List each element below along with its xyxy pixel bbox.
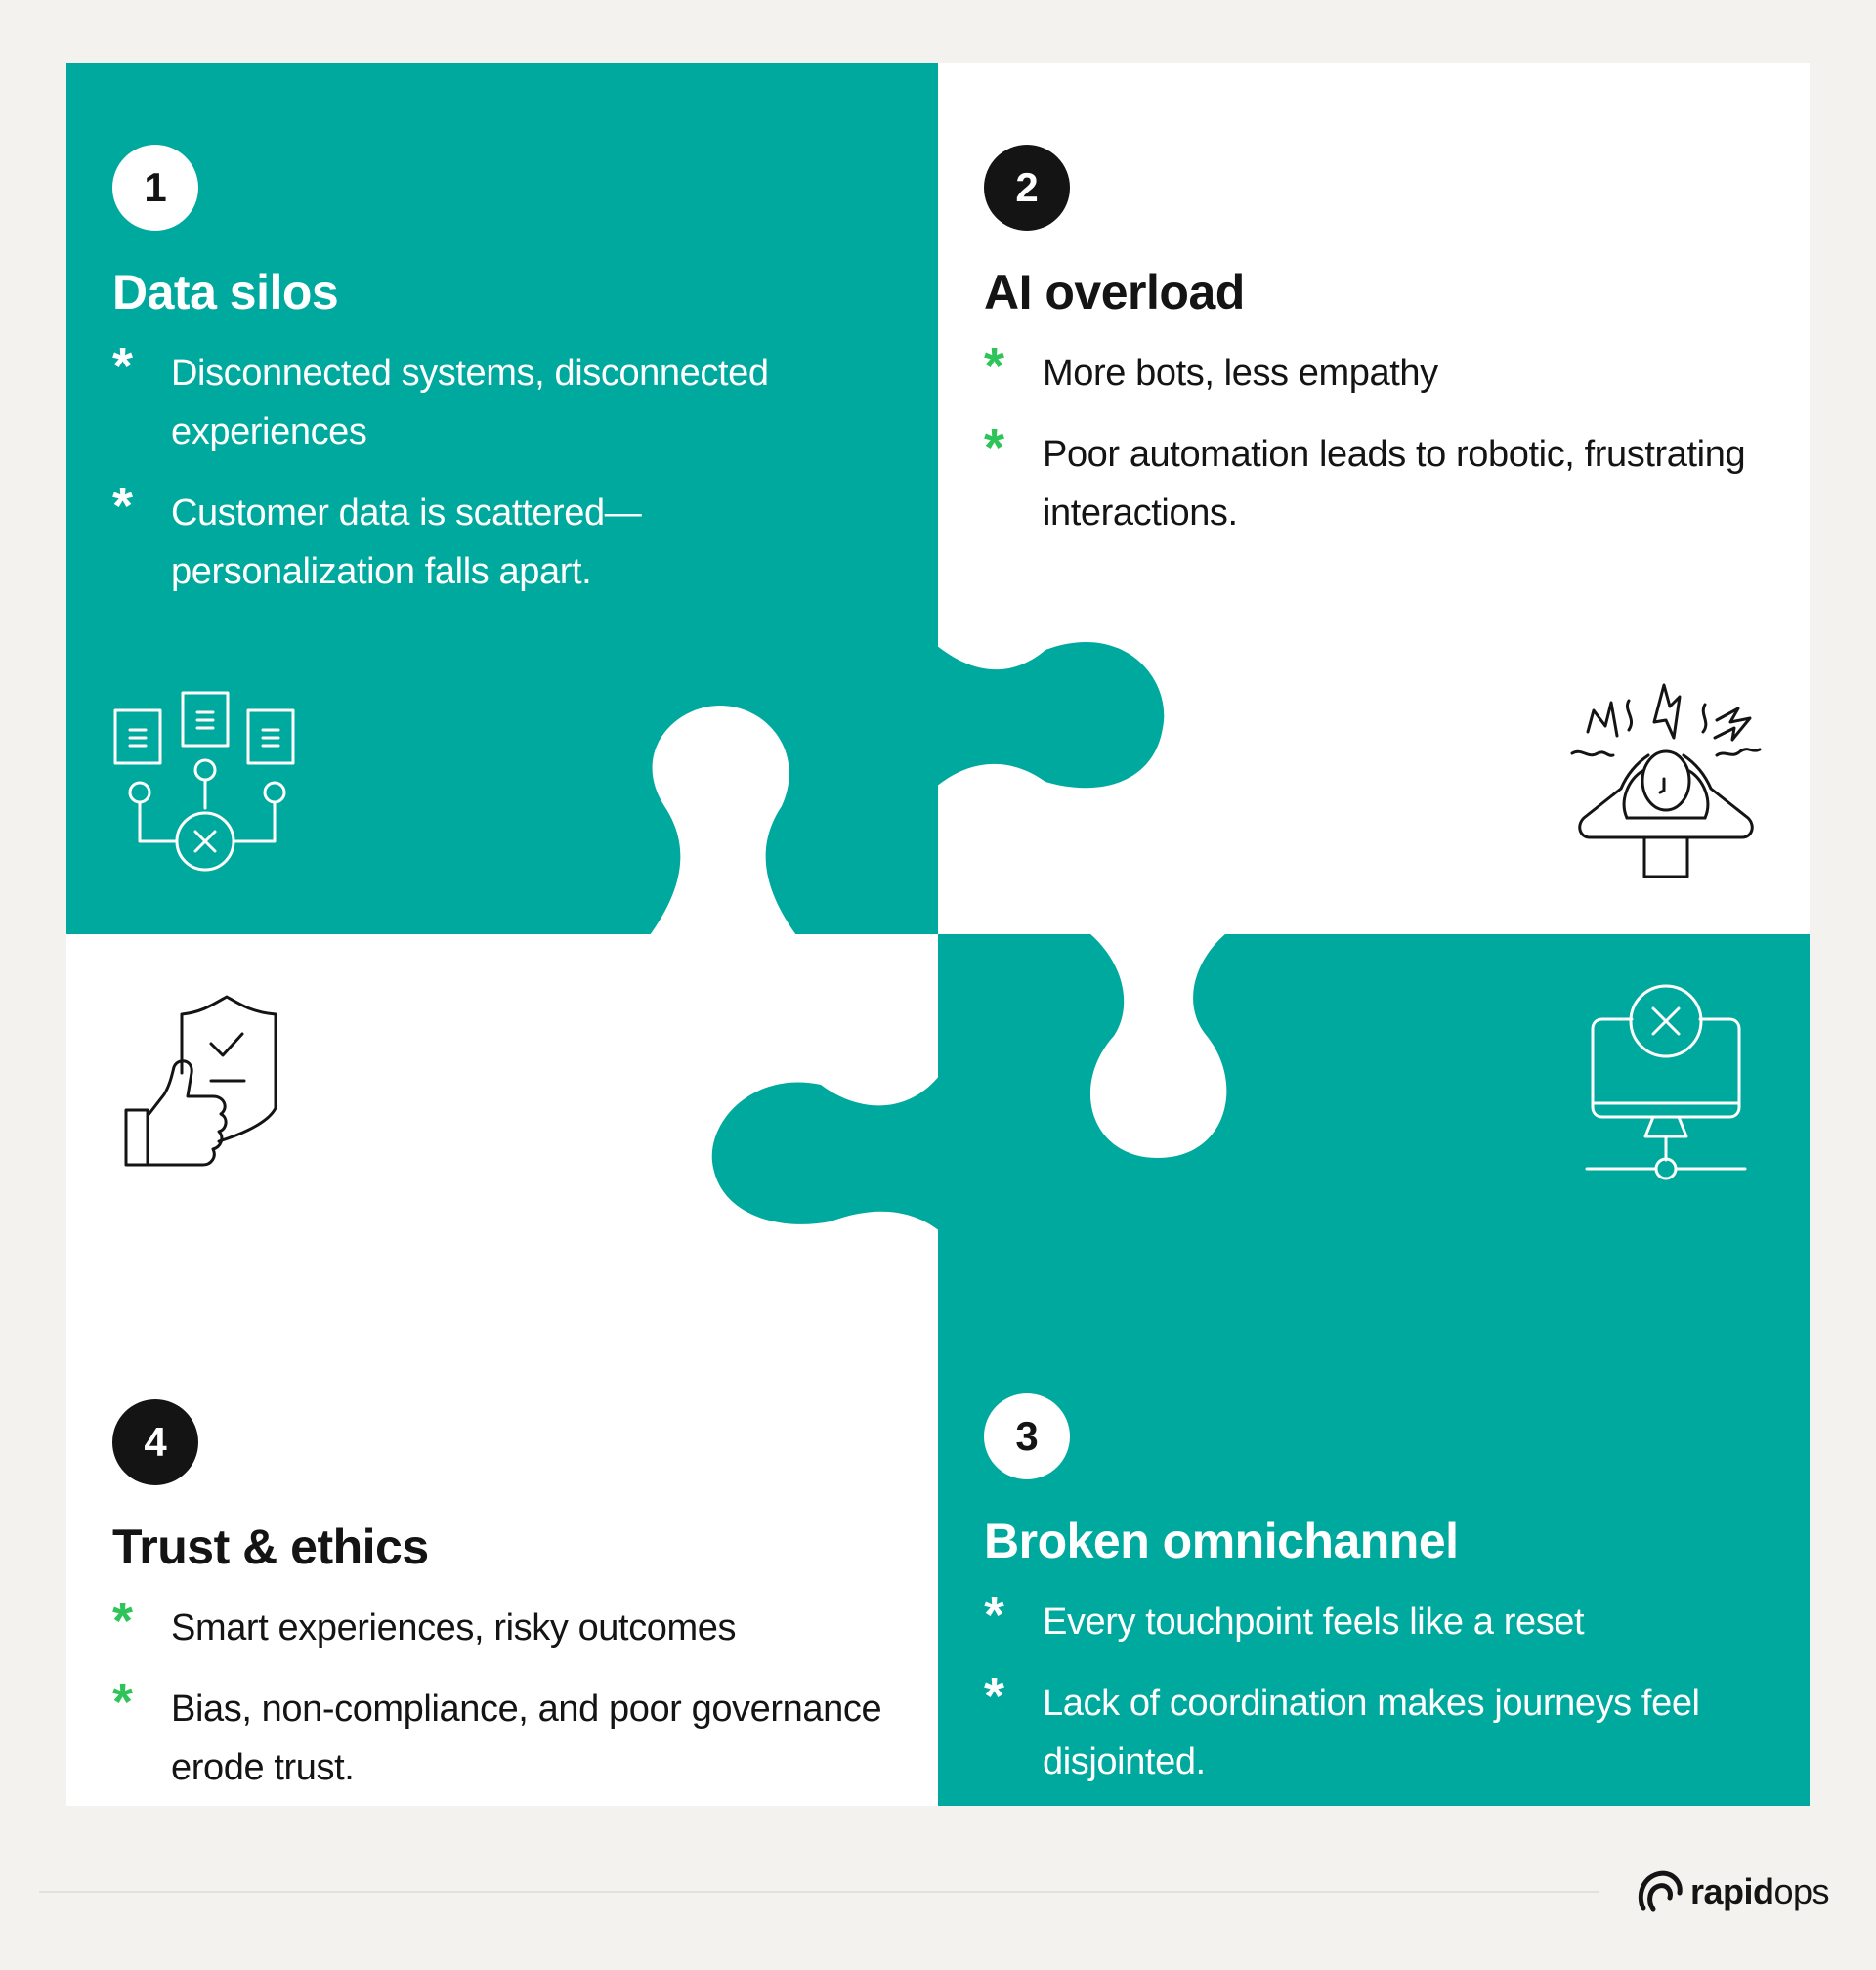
bullet-item	[984, 418, 1756, 542]
bullet-item	[112, 1673, 884, 1797]
stressed-person-icon	[1568, 681, 1764, 886]
bullet-list	[112, 1592, 884, 1820]
asterisk-icon: *	[984, 418, 1005, 477]
asterisk-icon: *	[984, 1586, 1005, 1645]
asterisk-icon: *	[112, 337, 134, 396]
asterisk-icon: *	[112, 1673, 134, 1732]
asterisk-icon: *	[112, 1592, 134, 1650]
bullet-text: Smart experiences, risky outcomes	[171, 1607, 737, 1649]
panel-title: Data silos	[112, 265, 339, 320]
asterisk-icon: *	[112, 477, 134, 535]
rapidops-logo-mark-icon	[1636, 1867, 1684, 1916]
bullet-text: Lack of coordination makes journeys feel disjointed.	[1043, 1683, 1700, 1782]
bullet-item	[112, 1592, 884, 1657]
brand-logo	[1636, 1867, 1829, 1916]
step-number-badge: 3	[984, 1393, 1070, 1479]
asterisk-icon: *	[984, 337, 1005, 396]
disconnected-documents-icon	[112, 689, 303, 875]
footer-divider	[39, 1891, 1599, 1893]
step-number-badge: 2	[984, 145, 1070, 231]
panel-title: AI overload	[984, 265, 1245, 320]
bullet-text: Bias, non-compliance, and poor governance erode trust.	[171, 1689, 882, 1788]
panel-title: Trust & ethics	[112, 1520, 429, 1574]
bullet-list	[984, 1586, 1756, 1814]
step-number-badge: 1	[112, 145, 198, 231]
bullet-item	[984, 337, 1756, 403]
bullet-text: Customer data is scattered—personalization falls apart.	[171, 492, 642, 592]
step-number-badge: 4	[112, 1399, 198, 1485]
bullet-list	[984, 337, 1756, 565]
bullet-text: More bots, less empathy	[1043, 353, 1438, 394]
shield-thumbs-up-icon	[123, 995, 279, 1171]
asterisk-icon: *	[984, 1667, 1005, 1726]
logo-light-text: ops	[1773, 1871, 1830, 1911]
bullet-item	[984, 1667, 1756, 1791]
panel-title: Broken omnichannel	[984, 1514, 1459, 1568]
logo-wordmark	[1690, 1871, 1829, 1912]
monitor-error-icon	[1583, 982, 1749, 1187]
bullet-item	[984, 1586, 1756, 1651]
logo-bold-text: rapid	[1690, 1871, 1774, 1911]
bullet-text: Poor automation leads to robotic, frustrating interactions.	[1043, 434, 1746, 534]
bullet-text: Every touchpoint feels like a reset	[1043, 1602, 1585, 1643]
bullet-item	[112, 337, 884, 461]
bullet-item	[112, 477, 884, 601]
bullet-text: Disconnected systems, disconnected experiences	[171, 353, 769, 452]
bullet-list	[112, 337, 884, 623]
